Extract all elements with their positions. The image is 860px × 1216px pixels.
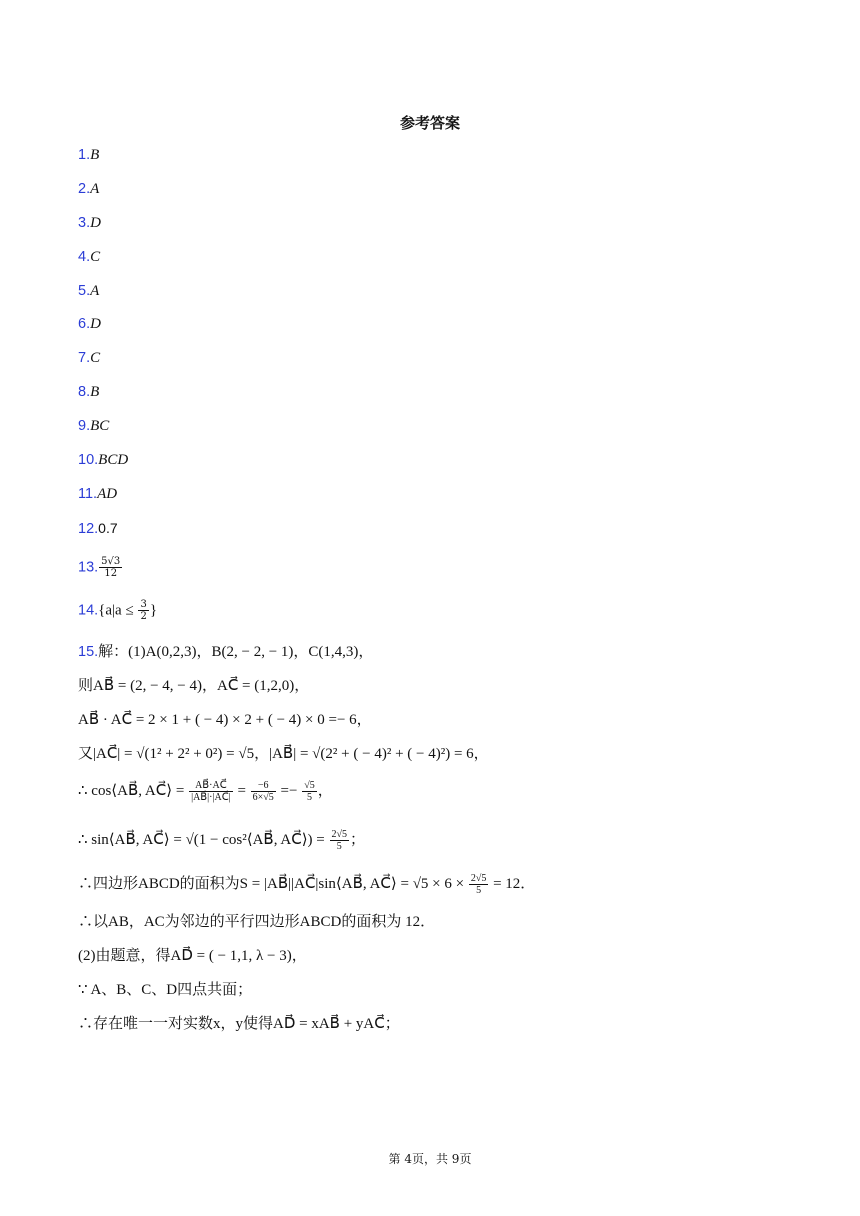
page-footer: 第 4页，共 9页: [388, 1152, 472, 1166]
numerator: 3: [140, 599, 147, 610]
question-number: 3.: [78, 215, 91, 231]
fraction: [99, 556, 122, 579]
answer-item: [78, 145, 99, 165]
answer-value: AD: [97, 486, 118, 502]
solution-text: 解：(1)A(0,2,3)，B(2, − 2, − 1)，C(1,4,3)，: [98, 644, 374, 660]
sin-expression: ∴ sin⟨AB⃗, AC⃗⟩ = √(1 − cos²⟨AB⃗, AC⃗⟩) =: [78, 831, 329, 848]
fraction: [251, 780, 276, 803]
question-number: 14.: [78, 602, 99, 619]
question-number: 9.: [78, 418, 91, 434]
area-result: = 12．: [489, 875, 536, 892]
answer-item: [78, 281, 99, 301]
punctuation: ；: [350, 831, 366, 848]
answer-value: 0.7: [98, 520, 118, 536]
fraction: [469, 873, 489, 896]
solution-line: [78, 780, 333, 803]
page-title: 参考答案: [399, 114, 460, 132]
answer-value: B: [90, 147, 100, 163]
answer-item: [78, 518, 118, 539]
solution-line: 又|AC⃗| = √(1² + 2² + 0²) = √5，|AB⃗| = √(2² + ( − 4)² + ( − 4)²) = 6，: [78, 746, 489, 762]
numerator: √5: [304, 780, 315, 791]
cos-label: ∴ cos⟨AB⃗, AC⃗⟩ =: [78, 782, 189, 799]
answer-value: BC: [90, 418, 110, 434]
denominator: |AB⃗|·|AC⃗|: [191, 792, 231, 803]
denominator: 5: [476, 885, 482, 896]
fraction: [189, 780, 233, 803]
set-expression-end: }: [149, 602, 158, 619]
question-number: 7.: [78, 350, 91, 366]
answer-value: D: [90, 215, 101, 231]
fraction: [302, 780, 317, 803]
solution-line: ∴存在唯一一对实数x，y使得AD⃗ = xAB⃗ + yAC⃗；: [78, 1016, 400, 1032]
denominator: 6×√5: [252, 792, 274, 803]
denominator: 5: [336, 841, 342, 852]
answer-value: A: [90, 181, 100, 197]
answer-item: [78, 382, 99, 402]
denominator: 12: [104, 568, 118, 579]
solution-line: [78, 873, 535, 896]
question-number: 13.: [78, 559, 99, 576]
equals: =−: [276, 782, 302, 799]
solution-line: [78, 829, 365, 852]
numerator: AB⃗·AC⃗: [189, 780, 233, 792]
fraction: [138, 599, 148, 622]
numerator: −6: [251, 780, 276, 792]
question-number: 2.: [78, 181, 91, 197]
answer-item: [78, 416, 109, 436]
answer-value: C: [90, 249, 101, 265]
solution-line: 则AB⃗ = (2, − 4, − 4)，AC⃗ = (1,2,0)，: [78, 678, 310, 694]
answer-value: BCD: [98, 452, 129, 468]
area-expression: ∴四边形ABCD的面积为S = |AB⃗||AC⃗|sin⟨AB⃗, AC⃗⟩ = √5 × 6 ×: [78, 875, 468, 892]
solution-line: AB⃗ · AC⃗ = 2 × 1 + ( − 4) × 2 + ( − 4) × 0 =− 6，: [78, 712, 372, 728]
answer-item-14: [78, 599, 157, 622]
question-number: 10.: [78, 452, 99, 468]
fraction: [330, 829, 350, 852]
question-number: 1.: [78, 147, 91, 163]
question-number: 15.: [78, 644, 99, 660]
denominator: 2: [140, 611, 147, 622]
question-number: 11.: [78, 486, 98, 502]
answer-item: [78, 247, 100, 267]
solution-line: (2)由题意，得AD⃗ = ( − 1,1, λ − 3)，: [78, 948, 307, 964]
solution-line: [78, 642, 373, 662]
solution-line: ∴以AB，AC为邻边的平行四边形ABCD的面积为 12．: [78, 914, 436, 930]
answer-item: [78, 484, 117, 504]
answer-item: [78, 213, 101, 233]
answer-item: [78, 179, 99, 199]
answer-item: [78, 348, 100, 368]
numerator: 2√5: [331, 829, 348, 840]
solution-line: ∵ A、B、C、D四点共面；: [78, 982, 253, 998]
answer-value: D: [90, 316, 101, 332]
question-number: 12.: [78, 521, 99, 537]
answer-value: A: [90, 283, 100, 299]
question-number: 8.: [78, 384, 91, 400]
question-number: 5.: [78, 283, 91, 299]
answer-item-13: [78, 556, 123, 579]
numerator: 2√5: [470, 873, 487, 884]
equals: =: [233, 782, 250, 799]
set-expression: {a|a ≤: [98, 602, 138, 619]
answer-value: C: [90, 350, 101, 366]
answer-item: [78, 450, 128, 470]
question-number: 6.: [78, 316, 91, 332]
punctuation: ，: [317, 782, 333, 799]
answer-value: B: [90, 384, 100, 400]
denominator: 5: [306, 792, 312, 803]
question-number: 4.: [78, 249, 91, 265]
answer-item: [78, 314, 101, 334]
numerator: 5√3: [101, 556, 121, 567]
